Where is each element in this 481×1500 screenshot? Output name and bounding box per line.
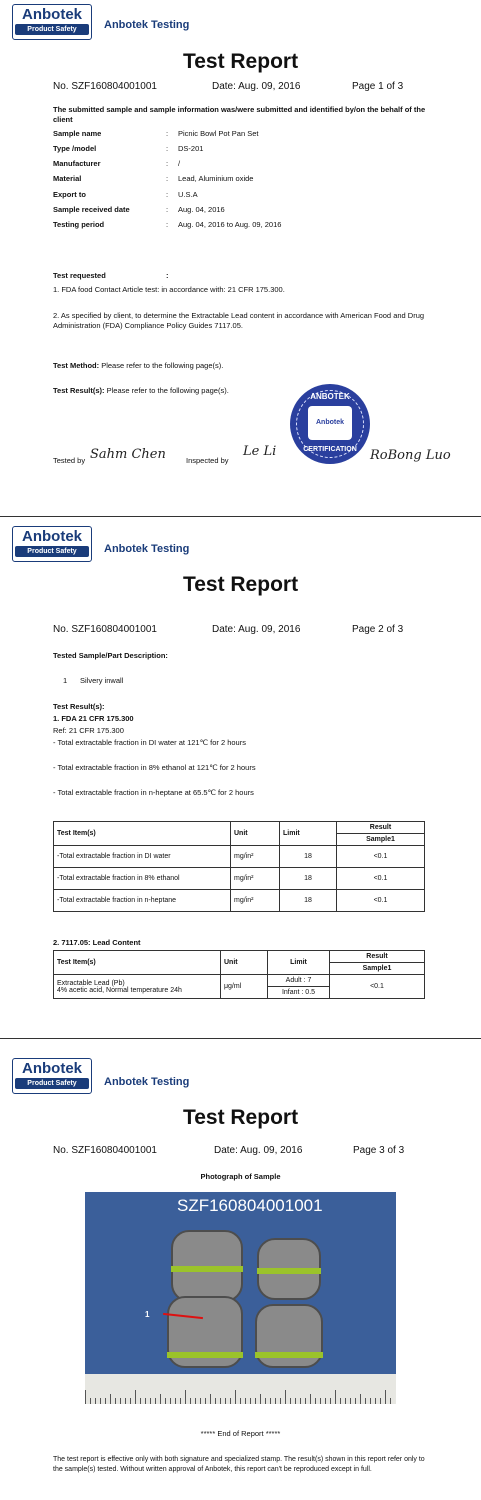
lead-results-table: Test Item(s) Unit Limit Result Sample1 Extractable Lead (Pb) 4% acetic acid, Normal temperature 24h μg/ml Adult : 7 <0.1 Infant : 0.5	[53, 950, 425, 999]
condition-3: - Total extractable fraction in n-heptane at 65.5℃ for 2 hours	[53, 788, 254, 797]
test-result: Test Result(s): Please refer to the following page(s).	[53, 386, 229, 395]
table-row: Infant : 0.5	[54, 987, 425, 999]
anbotek-logo: Anbotek Product Safety	[12, 4, 92, 40]
reference: Ref: 21 CFR 175.300	[53, 726, 124, 735]
intro-text: The submitted sample and sample information was/were submitted and identified by/on the behalf of the client	[53, 105, 426, 124]
table-row: Extractable Lead (Pb) 4% acetic acid, Normal temperature 24h μg/ml Adult : 7 <0.1	[54, 975, 425, 987]
field-type-model: Type /model : DS-201	[53, 144, 204, 153]
test-method: Test Method: Please refer to the following page(s).	[53, 361, 224, 370]
fda-results-table: Test Item(s) Unit Limit Result Sample1 -Total extractable fraction in DI water mg/in² 18 <0.1 -Total extractable fraction in 8% ethanol mg/in² 18 <0.1 -Total extractable fraction in n-heptane mg/in² 18 <0.1	[53, 821, 425, 912]
tester-signature: Sahm Chen	[90, 447, 166, 462]
tested-by-label: Tested by	[53, 456, 86, 465]
bowl-small	[255, 1304, 323, 1368]
sample-description: Silvery inwall	[80, 676, 124, 685]
pot-large	[171, 1230, 243, 1302]
report-page-2	[0, 520, 481, 1030]
anbotek-logo: Anbotek Product Safety	[12, 1058, 92, 1094]
bowl-large	[167, 1296, 243, 1368]
page-divider	[0, 516, 481, 517]
report-number: No. SZF160804001001	[53, 81, 157, 92]
company-name: Anbotek Testing	[104, 543, 190, 555]
sample-description-label: Tested Sample/Part Description:	[53, 651, 168, 660]
report-date: Date: Aug. 09, 2016	[212, 624, 301, 635]
report-footer: The test report is effective only with both signature and specialized stamp. The result(s) shown in this report refer only to the sample(s) tested. Without written approval of Anbotek, this report can't be reproduced except in full.	[53, 1456, 425, 1473]
inspected-by-label: Inspected by	[186, 456, 229, 465]
anbotek-logo: Anbotek Product Safety	[12, 526, 92, 562]
page-divider	[0, 1038, 481, 1039]
condition-1: - Total extractable fraction in DI water at 121℃ for 2 hours	[53, 738, 246, 747]
fda-label: 1. FDA 21 CFR 175.300	[53, 714, 134, 723]
table-row: -Total extractable fraction in n-heptane mg/in² 18 <0.1	[54, 890, 425, 912]
requirement-2: 2. As specified by client, to determine the Extractable Lead content in accordance with American Food and Drug Administration (FDA) Compliance Policy Guides 7117.05.	[53, 311, 425, 330]
report-number: No. SZF160804001001	[53, 1145, 157, 1156]
report-date: Date: Aug. 09, 2016	[212, 81, 301, 92]
company-name: Anbotek Testing	[104, 19, 190, 31]
company-name: Anbotek Testing	[104, 1076, 190, 1088]
table-row: -Total extractable fraction in DI water mg/in² 18 <0.1	[54, 846, 425, 868]
inspector-signature: Le Li	[243, 444, 277, 459]
photo-title: Photograph of Sample	[200, 1172, 281, 1181]
field-material: Material : Lead, Aluminium oxide	[53, 174, 254, 183]
report-number: No. SZF160804001001	[53, 624, 157, 635]
field-testing-period: Testing period : Aug. 04, 2016 to Aug. 09, 2016	[53, 220, 282, 229]
report-date: Date: Aug. 09, 2016	[214, 1145, 303, 1156]
condition-2: - Total extractable fraction in 8% ethanol at 121℃ for 2 hours	[53, 763, 256, 772]
measuring-ruler	[85, 1374, 396, 1404]
photo-code: SZF160804001001	[177, 1196, 323, 1215]
page-number: Page 1 of 3	[352, 81, 404, 92]
sample-number: 1	[63, 676, 68, 685]
field-received-date: Sample received date : Aug. 04, 2016	[53, 205, 225, 214]
field-manufacturer: Manufacturer : /	[53, 159, 181, 168]
page-title: Test Report	[182, 50, 299, 73]
pot-small	[257, 1238, 321, 1300]
photo-marker-label: 1	[145, 1310, 150, 1319]
sample-photo	[85, 1192, 396, 1404]
certification-stamp: ANBOTEK Anbotek CERTIFICATION	[290, 384, 370, 464]
field-export-to: Export to : U.S.A	[53, 190, 198, 199]
page-number: Page 3 of 3	[353, 1145, 405, 1156]
page-title: Test Report	[182, 1106, 299, 1129]
results-label: Test Result(s):	[53, 702, 105, 711]
table-row: -Total extractable fraction in 8% ethanol mg/in² 18 <0.1	[54, 868, 425, 890]
end-of-report: ***** End of Report *****	[200, 1429, 281, 1438]
test-requested-label: Test requested	[53, 271, 106, 280]
requirement-1: 1. FDA food Contact Article test: in accordance with: 21 CFR 175.300.	[53, 285, 285, 294]
page-title: Test Report	[182, 573, 299, 596]
report-page-1	[0, 0, 481, 510]
lead-content-label: 2. 7117.05: Lead Content	[53, 938, 141, 947]
approver-signature: RoBong Luo	[370, 448, 451, 463]
page-number: Page 2 of 3	[352, 624, 404, 635]
field-sample-name: Sample name : Picnic Bowl Pot Pan Set	[53, 129, 259, 138]
test-requested-colon: :	[166, 271, 169, 280]
